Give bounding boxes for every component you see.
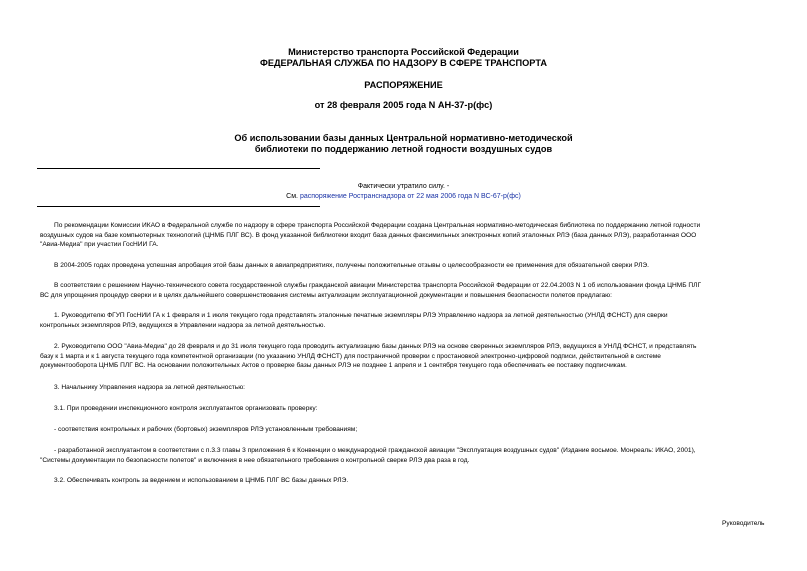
paragraph-1 <box>40 221 770 250</box>
paragraph-line: - разработанной эксплуатантом в соответствии с п.3.3 главы 3 приложения 6 к Конвенции о международной гражданской авиации "Эксплуатация воздушных судов" (Издание восьмое. Монреаль: ИКАО, 2001), <box>54 447 696 454</box>
paragraph-3 <box>40 281 770 300</box>
paragraph-line: "Системы документации по безопасности полетов" и включения в нее обязательного требования о контрольной сверке РЛЭ два раза в год. <box>40 456 470 464</box>
document-title-line1: Об использовании базы данных Центральной нормативно-методической <box>234 133 573 143</box>
paragraph-line: В соответствии с решением Научно-технического совета государственной службы гражданской авиации Министерства транспорта Российской Федерации от 22.04.2003 N 1 об использовании фонда ЦНМБ ПЛГ <box>54 282 702 289</box>
paragraph-9 <box>40 446 770 465</box>
paragraph-2 <box>40 261 770 271</box>
paragraph-line: 2. Руководителю ООО "Авиа-Медиа" до 28 февраля и до 31 июля текущего года проводить актуализацию базы данных РЛЭ на основе сверенных экземпляров РЛЭ, ведущихся в УНЛД ФСНСТ, и представлять <box>54 343 697 350</box>
document-title-line2: библиотеки по поддержанию летной годности воздушных судов <box>254 144 553 154</box>
signature-label: Руководитель <box>722 520 765 527</box>
paragraph-6 <box>40 383 770 393</box>
divider-bottom <box>37 206 320 207</box>
paragraph-line: 3.1. При проведении инспекционного контроля эксплуатантов организовать проверку: <box>54 405 318 412</box>
paragraph-line: В 2004-2005 годах проведена успешная апробация этой базы данных в авиапредприятиях, получены положительные отзывы о целесообразности ее применения для обязательной сверки РЛЭ. <box>54 262 650 269</box>
document-date-number: от 28 февраля 2005 года N АН-37-р(фс) <box>314 100 493 110</box>
paragraph-5 <box>40 342 770 371</box>
paragraph-line: "Авиа-Медиа" при участии ГосНИИ ГА. <box>40 241 159 249</box>
paragraph-line: документооборота ЦНМБ ПЛГ ВС. На основании положительных Актов о проверке базы данных РЛЭ не позднее 1 апреля и 1 сентября текущего года обеспечивать ее поставку подписчикам. <box>40 362 627 370</box>
paragraph-line: 3. Начальнику Управления надзора за летной деятельностью: <box>54 384 246 391</box>
paragraph-line: ВС для упрощения процедур сверки и в целях дальнейшего совершенствования системы актуализации эксплуатационной документации и повышения безопасности полетов предлагаю: <box>40 291 612 299</box>
paragraph-line: базу к 1 марта и к 1 августа текущего года компетентной организации (по указанию УНЛД ФСНСТ) для постраничной проверки с простановкой электронно-цифровой подписи, действительной в системе <box>40 352 661 360</box>
paragraph-7 <box>40 404 770 414</box>
document-type: РАСПОРЯЖЕНИЕ <box>364 80 443 90</box>
status-note: Фактически утратило силу. - <box>357 183 450 190</box>
paragraph-line: воздушных судов на базе компьютерных технологий (ЦНМБ ПЛГ ВС). В фонд указанной библиотеки входит база данных факсимильных электронных копий эталонных РЛЭ (база данных РЛЭ), разработанная ООО <box>40 231 697 239</box>
divider-top <box>37 168 320 169</box>
paragraph-10 <box>40 476 770 486</box>
paragraph-line: 1. Руководителю ФГУП ГосНИИ ГА к 1 февраля и 1 июля текущего года представлять эталонные печатные экземпляры РЛЭ Управлению надзора за летной деятельностью (УНЛД ФСНСТ) для сверки <box>54 312 668 319</box>
service-name: ФЕДЕРАЛЬНАЯ СЛУЖБА ПО НАДЗОРУ В СФЕРЕ ТРАНСПОРТА <box>260 58 547 68</box>
status-reference <box>0 192 807 202</box>
status-link[interactable]: распоряжение Ространснадзора от 22 мая 2006 года N ВС-67-р(фс) <box>299 193 521 200</box>
paragraph-line: 3.2. Обеспечивать контроль за ведением и использованием в ЦНМБ ПЛГ ВС базы данных РЛЭ. <box>54 477 349 484</box>
paragraph-line: По рекомендации Комиссии ИКАО в Федеральной службе по надзору в сфере транспорта Российской Федерации создана Центральная нормативно-методическая библиотека по поддержанию летной годности <box>54 222 701 229</box>
paragraph-4 <box>40 311 770 330</box>
paragraph-8 <box>40 425 770 435</box>
paragraph-line: контрольных экземпляров РЛЭ, ведущихся в Управлении надзора за летной деятельностью. <box>40 321 326 329</box>
ministry-name: Министерство транспорта Российской Федерации <box>288 47 519 57</box>
paragraph-line: - соответствия контрольных и рабочих (бортовых) экземпляров РЛЭ установленным требованиям; <box>54 426 358 433</box>
status-prefix: См. <box>286 193 300 200</box>
